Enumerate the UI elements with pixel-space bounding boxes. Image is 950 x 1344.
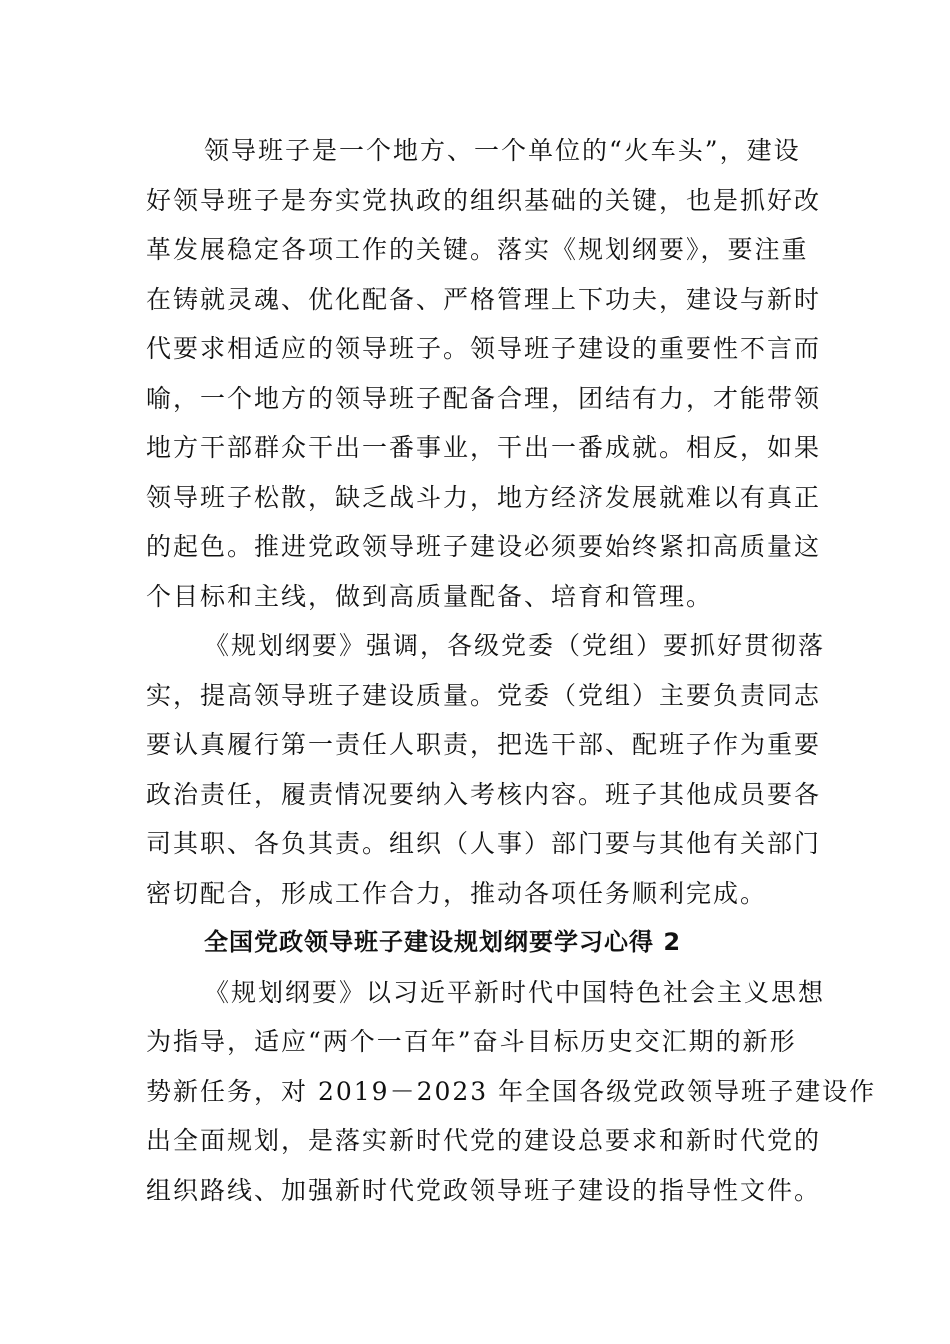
paragraph-1-line-1: 领导班子是一个地方、一个单位的“火车头”，建设 bbox=[204, 136, 801, 165]
paragraph-2-line-2: 实，提高领导班子建设质量。党委（党组）主要负责同志 bbox=[146, 680, 822, 710]
paragraph-1-line-3: 革发展稳定各项工作的关键。落实《规划纲要》，要注重 bbox=[146, 235, 809, 264]
paragraph-1-line-7: 地方干部群众干出一番事业，干出一番成就。相反，如果 bbox=[146, 433, 822, 462]
paragraph-1-line-6: 喻，一个地方的领导班子配备合理，团结有力，才能带领 bbox=[146, 383, 822, 413]
paragraph-1-line-2: 好领导班子是夯实党执政的组织基础的关键，也是抓好改 bbox=[146, 185, 822, 215]
paragraph-1-line-10: 个目标和主线，做到高质量配备、培育和管理。 bbox=[146, 581, 714, 611]
paragraph-2-line-5: 司其职、各负其责。组织（人事）部门要与其他有关部门 bbox=[146, 829, 822, 858]
section-heading: 全国党政领导班子建设规划纲要学习心得 2 bbox=[204, 928, 682, 956]
paragraph-3-line-1: 《规划纲要》以习近平新时代中国特色社会主义思想 bbox=[204, 977, 826, 1007]
paragraph-1-line-4: 在铸就灵魂、优化配备、严格管理上下功夫，建设与新时 bbox=[146, 284, 822, 314]
paragraph-1-line-9: 的起色。推进党政领导班子建设必须要始终紧扣高质量这 bbox=[146, 532, 822, 561]
paragraph-2-line-3: 要认真履行第一责任人职责，把选干部、配班子作为重要 bbox=[146, 730, 822, 759]
paragraph-1-line-5: 代要求相适应的领导班子。领导班子建设的重要性不言而 bbox=[146, 334, 822, 363]
paragraph-1-line-8: 领导班子松散，缺乏战斗力，地方经济发展就难以有真正 bbox=[146, 482, 822, 512]
paragraph-2-line-6: 密切配合，形成工作合力，推动各项任务顺利完成。 bbox=[146, 878, 768, 908]
paragraph-3-line-4: 出全面规划，是落实新时代党的建设总要求和新时代党的 bbox=[146, 1126, 822, 1155]
paragraph-3-line-2: 为指导，适应“两个一百年”奋斗目标历史交汇期的新形 bbox=[146, 1027, 797, 1056]
paragraph-2-line-4: 政治责任，履责情况要纳入考核内容。班子其他成员要各 bbox=[146, 779, 822, 809]
paragraph-2-line-1: 《规划纲要》强调，各级党委（党组）要抓好贯彻落 bbox=[204, 631, 826, 660]
paragraph-3-line-5: 组织路线、加强新时代党政领导班子建设的指导性文件。 bbox=[146, 1175, 822, 1205]
document-body bbox=[146, 126, 877, 1215]
paragraph-3-line-3: 势新任务，对 2019－2023 年全国各级党政领导班子建设作 bbox=[146, 1076, 877, 1106]
